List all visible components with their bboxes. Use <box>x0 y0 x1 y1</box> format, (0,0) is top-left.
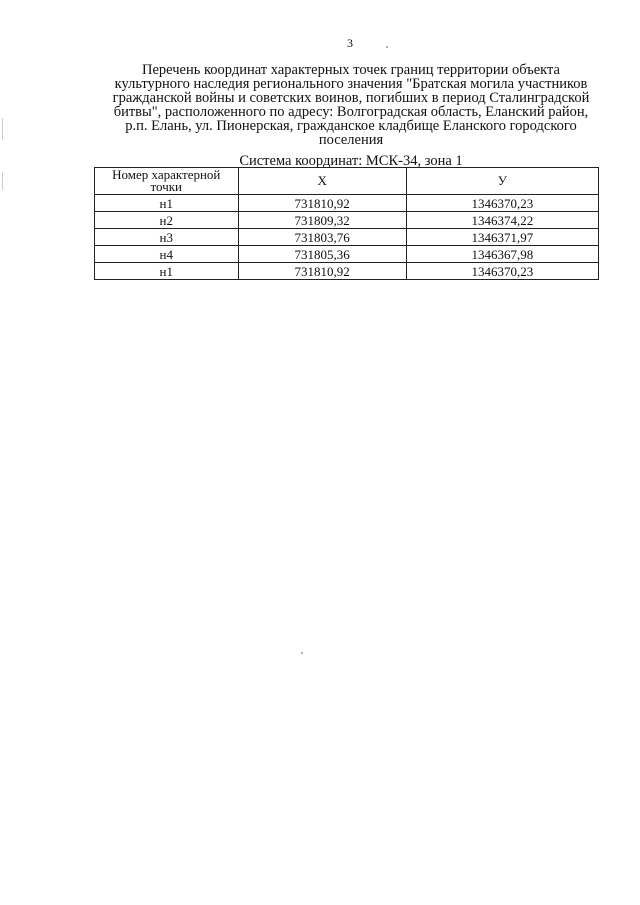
document-title <box>95 63 607 147</box>
scan-edge-mark <box>2 172 3 190</box>
cell-x: 731810,92 <box>238 195 406 212</box>
cell-point: н2 <box>95 212 239 229</box>
cell-point: н1 <box>95 263 239 280</box>
cell-y: 1346367,98 <box>406 246 598 263</box>
cell-y: 1346370,23 <box>406 195 598 212</box>
header-y: У <box>406 168 598 195</box>
scan-speck <box>386 46 388 48</box>
cell-x: 731805,36 <box>238 246 406 263</box>
scan-edge-mark <box>2 118 3 140</box>
coordinates-table <box>94 167 599 280</box>
cell-point: н3 <box>95 229 239 246</box>
cell-y: 1346374,22 <box>406 212 598 229</box>
title-line: поселения <box>318 132 384 148</box>
title-line: битвы", расположенного по адресу: Волгоградская область, Еланский район, <box>113 104 589 120</box>
table-row <box>95 246 599 263</box>
title-line: культурного наследия регионального значения "Братская могила участников <box>114 76 588 92</box>
cell-point: н4 <box>95 246 239 263</box>
table-header-row <box>95 168 599 195</box>
cell-x: 731803,76 <box>238 229 406 246</box>
cell-y: 1346370,23 <box>406 263 598 280</box>
header-x: X <box>238 168 406 195</box>
cell-x: 731809,32 <box>238 212 406 229</box>
table-row <box>95 195 599 212</box>
header-point-number: Номер характерной точки <box>95 168 239 195</box>
title-line: Перечень координат характерных точек границ территории объекта <box>142 62 560 78</box>
page-number: 3 <box>347 36 353 50</box>
title-line: гражданской войны и советских воинов, погибших в период Сталинградской <box>112 90 590 106</box>
title-line: р.п. Елань, ул. Пионерская, гражданское кладбище Еланского городского <box>125 118 577 134</box>
table-row <box>95 263 599 280</box>
cell-x: 731810,92 <box>238 263 406 280</box>
table-row <box>95 212 599 229</box>
coordinate-system-label: Система координат: МСК-34, зона 1 <box>239 153 463 169</box>
scan-speck <box>301 652 303 654</box>
cell-y: 1346371,97 <box>406 229 598 246</box>
cell-point: н1 <box>95 195 239 212</box>
table-row <box>95 229 599 246</box>
